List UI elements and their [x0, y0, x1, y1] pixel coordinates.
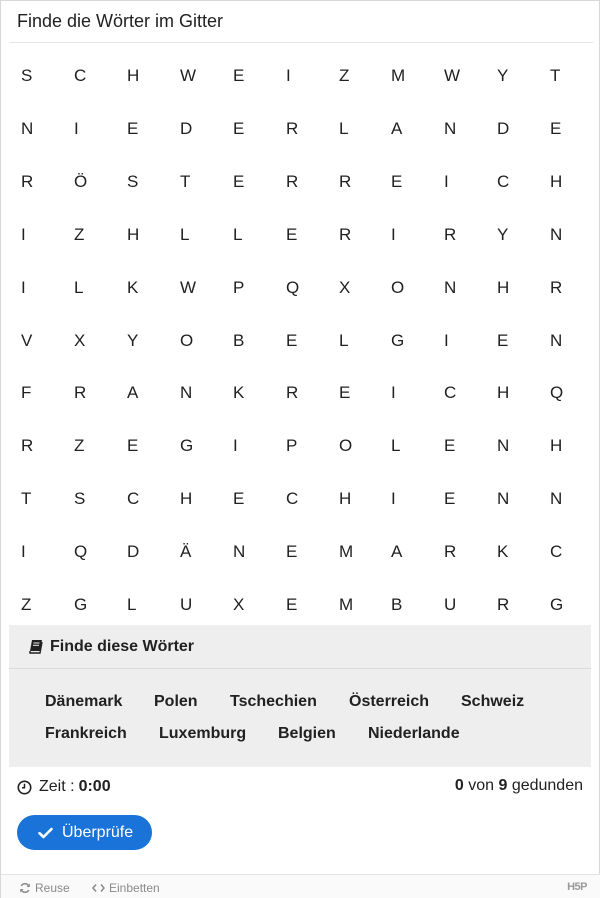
grid-cell[interactable]: T	[21, 489, 32, 509]
grid-cell[interactable]: E	[444, 489, 456, 509]
grid-cell[interactable]: M	[391, 66, 406, 85]
grid-cell[interactable]: E	[550, 118, 562, 138]
grid-row	[1, 261, 600, 314]
grid-cell[interactable]: U	[180, 595, 193, 614]
found-counter	[455, 777, 583, 795]
grid-cell[interactable]: O	[339, 436, 353, 456]
grid-cell[interactable]: G	[391, 330, 405, 350]
grid-cell[interactable]: E	[339, 383, 351, 403]
grid-cell[interactable]: E	[444, 436, 456, 456]
grid-cell[interactable]: X	[339, 277, 351, 297]
grid-cell[interactable]: N	[444, 277, 457, 297]
timer-label: Zeit :	[39, 778, 75, 795]
grid-cell[interactable]: C	[127, 489, 140, 509]
grid-cell[interactable]: C	[74, 66, 87, 85]
grid-cell[interactable]: O	[391, 277, 405, 297]
grid-cell[interactable]: R	[21, 436, 34, 456]
grid-cell[interactable]: D	[180, 118, 193, 138]
grid-cell[interactable]: R	[286, 383, 299, 403]
word-item: Dänemark	[45, 693, 123, 710]
word-item: Tschechien	[230, 693, 317, 710]
grid-cell[interactable]: M	[339, 595, 354, 614]
embed-button[interactable]	[92, 881, 160, 895]
grid-cell[interactable]: L	[127, 595, 137, 614]
grid-cell[interactable]: K	[233, 383, 245, 403]
grid-cell[interactable]: H	[550, 436, 563, 456]
grid-cell[interactable]: K	[497, 542, 509, 562]
grid-cell[interactable]: R	[339, 171, 352, 191]
check-icon	[38, 827, 53, 839]
grid-cell[interactable]: H	[127, 66, 140, 85]
grid-cell[interactable]: L	[233, 224, 243, 244]
word-item: Polen	[154, 693, 198, 710]
grid-cell[interactable]: E	[233, 489, 245, 509]
grid-cell[interactable]: N	[550, 489, 563, 509]
grid-cell[interactable]: N	[497, 489, 510, 509]
book-icon	[29, 639, 43, 654]
grid-cell[interactable]: X	[74, 330, 86, 350]
grid-cell[interactable]: I	[21, 542, 26, 562]
grid-cell[interactable]: I	[286, 66, 291, 85]
grid-cell[interactable]: R	[286, 118, 299, 138]
words-panel	[9, 625, 591, 767]
grid-cell[interactable]: T	[550, 66, 561, 85]
grid-cell[interactable]: Q	[550, 383, 564, 403]
word-item: Frankreich	[45, 725, 127, 742]
grid-cell[interactable]: Q	[74, 542, 88, 562]
grid-cell[interactable]: L	[339, 330, 349, 350]
page-title: Finde die Wörter im Gitter	[17, 11, 224, 31]
grid-cell[interactable]: L	[391, 436, 401, 456]
grid-cell[interactable]: R	[444, 224, 457, 244]
grid-cell[interactable]: E	[286, 542, 298, 562]
word-item: Belgien	[278, 725, 336, 742]
grid-cell[interactable]: I	[21, 224, 26, 244]
h5p-logo[interactable]: H5P	[567, 881, 587, 893]
grid-cell[interactable]: R	[550, 277, 563, 297]
grid-row	[1, 366, 600, 419]
grid-cell[interactable]: Z	[21, 595, 32, 614]
grid-cell[interactable]: I	[444, 330, 449, 350]
grid-cell[interactable]: I	[74, 118, 79, 138]
grid-row	[1, 49, 600, 102]
grid-cell[interactable]: Y	[127, 330, 139, 350]
grid-cell[interactable]: Q	[286, 277, 300, 297]
grid-cell[interactable]: W	[444, 66, 461, 85]
counter-of: von	[468, 777, 494, 794]
grid-row	[1, 208, 600, 261]
grid-cell[interactable]: E	[391, 171, 403, 191]
grid-cell[interactable]: A	[391, 542, 403, 562]
grid-cell[interactable]: A	[391, 118, 403, 138]
grid-cell[interactable]: Y	[497, 66, 509, 85]
grid-cell[interactable]: C	[444, 383, 457, 403]
grid-cell[interactable]: R	[497, 595, 510, 614]
grid-cell[interactable]: H	[550, 171, 563, 191]
grid-cell[interactable]: Z	[339, 66, 350, 85]
grid-cell[interactable]: R	[74, 383, 87, 403]
grid-cell[interactable]: Ö	[74, 171, 88, 191]
grid-row	[1, 102, 600, 155]
grid-cell[interactable]: I	[233, 436, 238, 456]
grid-cell[interactable]: M	[339, 542, 354, 562]
grid-cell[interactable]: I	[391, 383, 396, 403]
reuse-button[interactable]	[19, 881, 70, 895]
grid-cell[interactable]: F	[21, 383, 32, 403]
check-button-label: Überprüfe	[62, 823, 134, 841]
grid-cell[interactable]: N	[444, 118, 457, 138]
words-panel-header	[9, 625, 591, 669]
words-panel-title: Finde diese Wörter	[50, 638, 195, 655]
grid-cell[interactable]: H	[497, 383, 510, 403]
grid-cell[interactable]: N	[21, 118, 34, 138]
letter-grid[interactable]	[1, 49, 600, 625]
grid-cell[interactable]: L	[74, 277, 84, 297]
timer-value: 0:00	[78, 778, 111, 795]
grid-cell[interactable]: L	[339, 118, 349, 138]
grid-cell[interactable]: S	[21, 66, 33, 85]
clock-icon	[17, 780, 32, 795]
grid-cell[interactable]: I	[444, 171, 449, 191]
grid-cell[interactable]: T	[180, 171, 191, 191]
grid-cell[interactable]: R	[286, 171, 299, 191]
embed-label: Einbetten	[109, 881, 160, 895]
grid-cell[interactable]: W	[180, 66, 197, 85]
grid-cell[interactable]: Z	[74, 224, 85, 244]
grid-cell[interactable]: E	[286, 224, 298, 244]
grid-cell[interactable]: W	[180, 277, 197, 297]
grid-cell[interactable]: Y	[497, 224, 509, 244]
word-item: Luxemburg	[159, 725, 247, 742]
grid-cell[interactable]: H	[180, 489, 193, 509]
grid-cell[interactable]: G	[550, 595, 564, 614]
check-button[interactable]	[17, 815, 152, 850]
code-icon	[92, 883, 105, 893]
found-count: 0	[454, 777, 464, 794]
grid-cell[interactable]: I	[391, 224, 396, 244]
grid-cell[interactable]: C	[286, 489, 299, 509]
grid-cell[interactable]: V	[21, 330, 33, 350]
grid-cell[interactable]: N	[550, 330, 563, 350]
grid-row	[1, 525, 600, 578]
grid-cell[interactable]: R	[21, 171, 34, 191]
grid-cell[interactable]: H	[497, 277, 510, 297]
grid-cell[interactable]: E	[127, 436, 139, 456]
grid-row	[1, 472, 600, 525]
grid-cell[interactable]: E	[127, 118, 139, 138]
grid-row	[1, 155, 600, 208]
grid-cell[interactable]: S	[127, 171, 139, 191]
grid-cell[interactable]: I	[391, 489, 396, 509]
word-item: Schweiz	[461, 693, 525, 710]
grid-cell[interactable]: N	[180, 383, 193, 403]
grid-cell[interactable]: E	[286, 595, 298, 614]
grid-cell[interactable]: N	[233, 542, 246, 562]
grid-cell[interactable]: U	[444, 595, 457, 614]
grid-cell[interactable]: P	[233, 277, 245, 297]
timer	[17, 777, 111, 797]
footer	[1, 874, 600, 898]
word-item: Österreich	[349, 693, 430, 710]
grid-cell[interactable]: K	[127, 277, 139, 297]
grid-cell[interactable]: B	[233, 330, 245, 350]
grid-cell[interactable]: X	[233, 595, 245, 614]
grid-cell[interactable]: G	[180, 436, 194, 456]
grid-cell[interactable]: C	[550, 542, 563, 562]
grid-cell[interactable]: E	[286, 330, 298, 350]
grid-cell[interactable]: N	[550, 224, 563, 244]
grid-cell[interactable]: H	[127, 224, 140, 244]
grid-cell[interactable]: B	[391, 595, 403, 614]
grid-cell[interactable]: R	[444, 542, 457, 562]
grid-cell[interactable]: E	[233, 66, 245, 85]
grid-cell[interactable]: A	[127, 383, 139, 403]
title-divider	[9, 42, 593, 43]
grid-cell[interactable]: E	[233, 171, 245, 191]
grid-cell[interactable]: I	[21, 277, 26, 297]
grid-row	[1, 314, 600, 367]
grid-cell[interactable]: R	[339, 224, 352, 244]
grid-cell[interactable]: D	[127, 542, 140, 562]
grid-cell[interactable]: L	[180, 224, 190, 244]
grid-cell[interactable]: S	[74, 489, 86, 509]
grid-row	[1, 578, 600, 625]
grid-cell[interactable]: N	[497, 436, 510, 456]
counter-suffix: gedunden	[511, 777, 583, 794]
grid-cell[interactable]: G	[74, 595, 88, 614]
total-count: 9	[498, 777, 508, 794]
grid-cell[interactable]: H	[339, 489, 352, 509]
grid-cell[interactable]: O	[180, 330, 194, 350]
grid-cell[interactable]: D	[497, 118, 510, 138]
word-item: Niederlande	[368, 725, 460, 742]
grid-cell[interactable]: Z	[74, 436, 85, 456]
grid-cell[interactable]: E	[233, 118, 245, 138]
reuse-icon	[19, 882, 31, 894]
reuse-label: Reuse	[35, 881, 70, 895]
grid-cell[interactable]: C	[497, 171, 510, 191]
grid-cell[interactable]: E	[497, 330, 509, 350]
grid-row	[1, 419, 600, 472]
grid-cell[interactable]: Ä	[180, 542, 192, 562]
grid-cell[interactable]: P	[286, 436, 298, 456]
